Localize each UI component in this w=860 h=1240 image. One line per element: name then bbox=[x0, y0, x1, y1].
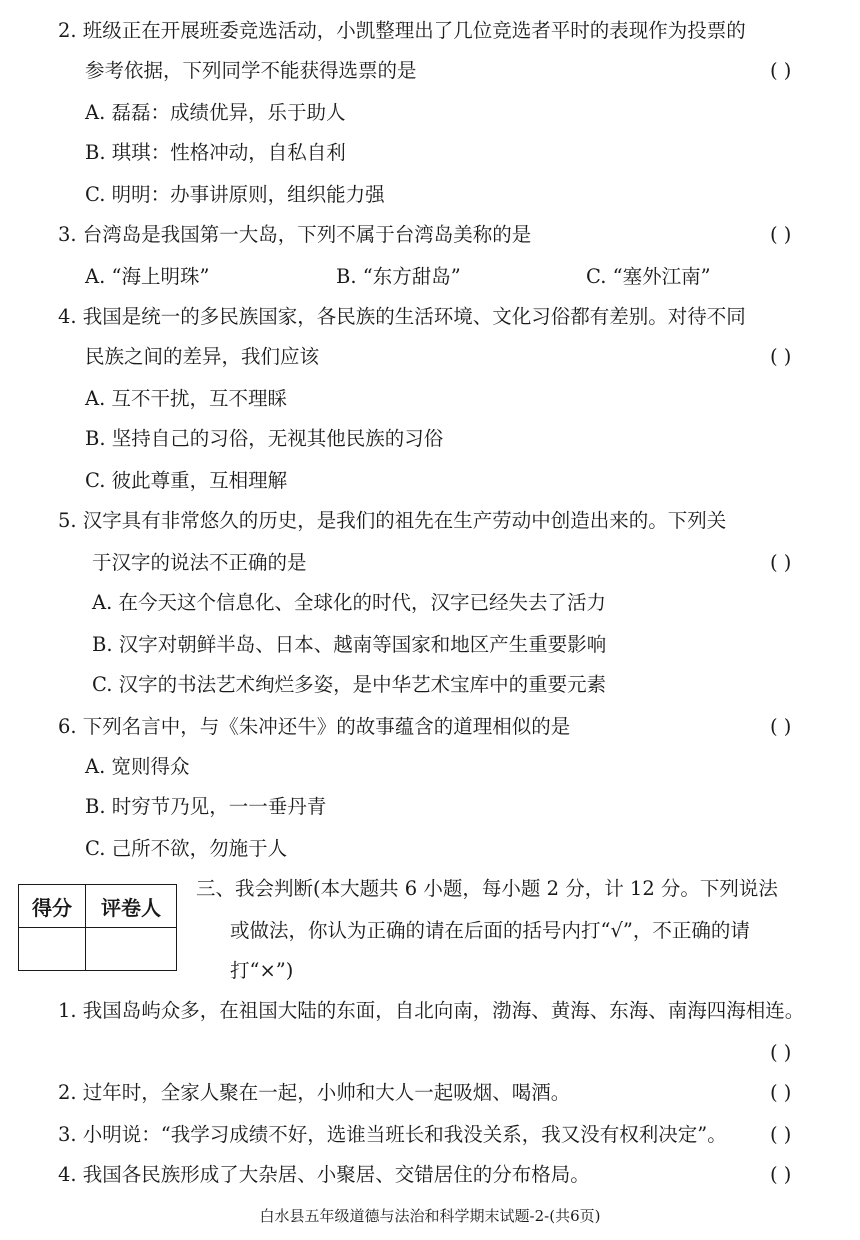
section-3-instructions-line2: 或做法，你认为正确的请在后面的括号内打“√”，不正确的请 bbox=[230, 919, 750, 942]
question-6-option-c: C. 己所不欲，勿施于人 bbox=[85, 837, 288, 860]
question-6-line1: 6. 下列名言中，与《朱冲还牛》的故事蕴含的道理相似的是 ( ) bbox=[58, 715, 792, 738]
answer-paren[interactable]: ( ) bbox=[770, 1081, 792, 1104]
question-6-option-b: B. 时穷节乃见，一一垂丹青 bbox=[85, 795, 327, 818]
judgement-2-text: 2. 过年时，全家人聚在一起，小帅和大人一起吸烟、喝酒。 ( ) bbox=[58, 1081, 792, 1104]
answer-paren[interactable]: ( ) bbox=[770, 1123, 792, 1146]
question-6-option-a: A. 宽则得众 bbox=[85, 755, 190, 778]
question-3-option-a: A. “海上明珠” bbox=[85, 265, 210, 288]
judgement-1-text: 1. 我国岛屿众多，在祖国大陆的东面，自北向南，渤海、黄海、东海、南海四海相连。 bbox=[58, 999, 805, 1022]
answer-paren[interactable]: ( ) bbox=[770, 59, 792, 82]
question-5-option-b: B. 汉字对朝鲜半岛、日本、越南等国家和地区产生重要影响 bbox=[92, 633, 607, 656]
question-5-line2: 于汉字的说法不正确的是 ( ) bbox=[92, 551, 792, 574]
question-3-option-b: B. “东方甜岛” bbox=[336, 265, 461, 288]
question-3-line1: 3. 台湾岛是我国第一大岛，下列不属于台湾岛美称的是 ( ) bbox=[58, 223, 792, 246]
judgement-4-text: 4. 我国各民族形成了大杂居、小聚居、交错居住的分布格局。 ( ) bbox=[58, 1163, 792, 1186]
question-5-option-a: A. 在今天这个信息化、全球化的时代，汉字已经失去了活力 bbox=[92, 591, 606, 614]
question-4-line1: 4. 我国是统一的多民族国家，各民族的生活环境、文化习俗都有差别。对待不同 bbox=[58, 305, 746, 328]
section-3-heading: 三、我会判断(本大题共 6 小题，每小题 2 分，计 12 分。下列说法 bbox=[196, 877, 778, 900]
section-3-instructions-line3: 打“×”) bbox=[230, 959, 294, 982]
question-4-line2: 民族之间的差异，我们应该 ( ) bbox=[85, 345, 792, 368]
question-4-option-a: A. 互不干扰，互不理睬 bbox=[85, 387, 287, 410]
score-header: 得分 bbox=[19, 885, 86, 928]
answer-paren[interactable]: ( ) bbox=[770, 223, 792, 246]
question-2-line1: 2. 班级正在开展班委竞选活动，小凯整理出了几位竞选者平时的表现作为投票的 bbox=[58, 19, 746, 42]
answer-paren[interactable]: ( ) bbox=[770, 1163, 792, 1186]
grader-header: 评卷人 bbox=[86, 885, 177, 928]
page-footer: 白水县五年级道德与法治和科学期末试题-2-(共6页) bbox=[259, 1207, 601, 1225]
judgement-3-text: 3. 小明说：“我学习成绩不好，选谁当班长和我没关系，我又没有权利决定”。 ( ) bbox=[58, 1123, 792, 1146]
question-2-option-a: A. 磊磊：成绩优异，乐于助人 bbox=[85, 101, 346, 124]
question-5-line1: 5. 汉字具有非常悠久的历史，是我们的祖先在生产劳动中创造出来的。下列关 bbox=[58, 509, 727, 532]
question-4-option-c: C. 彼此尊重，互相理解 bbox=[85, 469, 288, 492]
question-2-option-b: B. 琪琪：性格冲动，自私自利 bbox=[85, 141, 346, 164]
question-2-option-c: C. 明明：办事讲原则，组织能力强 bbox=[85, 183, 385, 206]
answer-paren[interactable]: ( ) bbox=[770, 1041, 792, 1064]
question-4-option-b: B. 坚持自己的习俗，无视其他民族的习俗 bbox=[85, 427, 444, 450]
answer-paren[interactable]: ( ) bbox=[770, 715, 792, 738]
question-2-line2: 参考依据，下列同学不能获得选票的是 ( ) bbox=[85, 59, 792, 82]
question-3-option-c: C. “塞外江南” bbox=[586, 265, 711, 288]
answer-paren[interactable]: ( ) bbox=[770, 551, 792, 574]
answer-paren[interactable]: ( ) bbox=[770, 345, 792, 368]
question-5-option-c: C. 汉字的书法艺术绚烂多姿，是中华艺术宝库中的重要元素 bbox=[92, 673, 607, 696]
